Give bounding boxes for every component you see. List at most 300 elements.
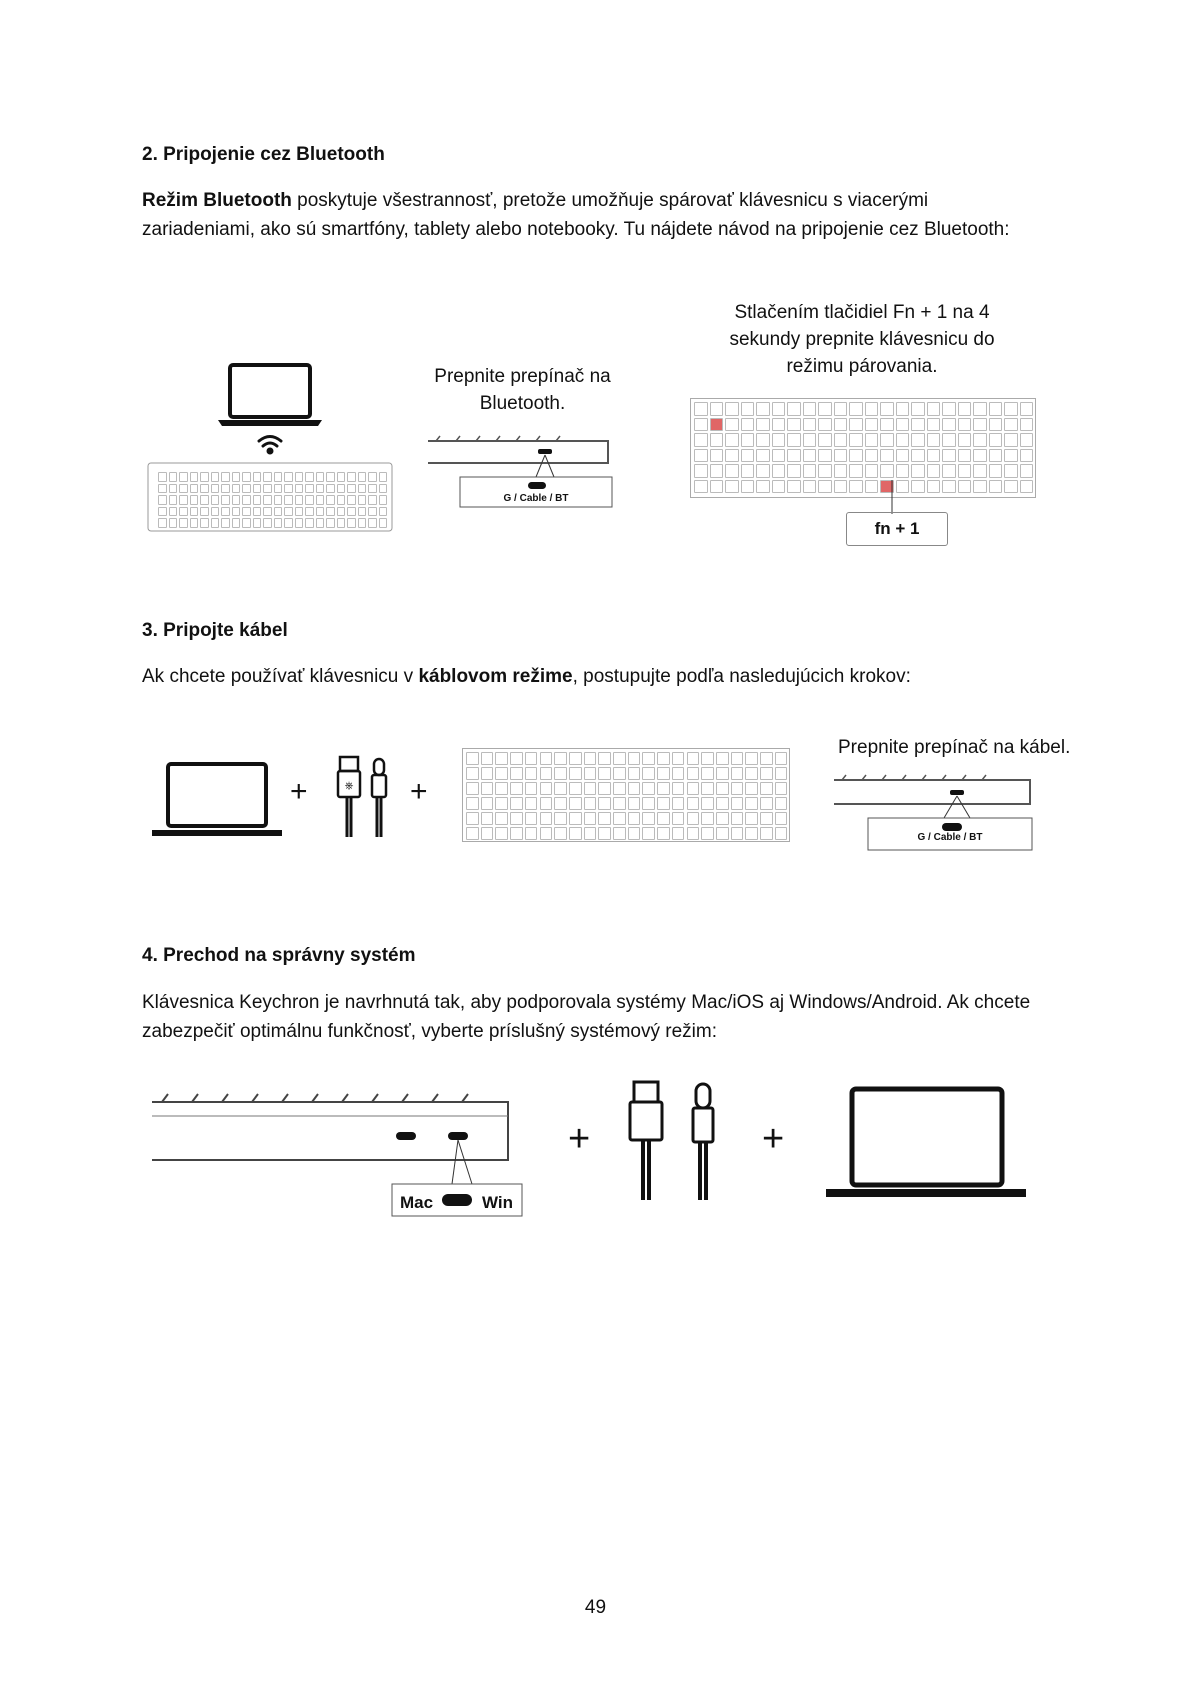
keyboard-key [242, 484, 251, 494]
keyboard-key [569, 782, 582, 795]
keyboard-key [710, 464, 724, 478]
fn-1-key-combo: fn + 1 [846, 512, 948, 546]
keyboard-key [710, 402, 724, 416]
keyboard-key [326, 518, 335, 528]
keyboard-key [613, 827, 626, 840]
keyboard-key [756, 464, 770, 478]
keyboard-key [1004, 418, 1018, 432]
keyboard-key [731, 752, 744, 765]
keyboard-key [672, 782, 685, 795]
keyboard-key [316, 507, 325, 517]
section-3-text-post: , postupujte podľa nasledujúcich krokov: [572, 666, 911, 687]
keyboard-key [295, 484, 304, 494]
keyboard-key [642, 812, 655, 825]
keyboard-key [525, 812, 538, 825]
keyboard-key [158, 495, 167, 505]
keyboard-key [569, 767, 582, 780]
page-number: 49 [584, 1597, 607, 1618]
keyboard-key [818, 449, 832, 463]
keyboard-key [379, 507, 388, 517]
keyboard-key [598, 752, 611, 765]
keyboard-key [598, 767, 611, 780]
keyboard-key [232, 507, 241, 517]
keyboard-key [745, 812, 758, 825]
keyboard-key [849, 449, 863, 463]
keyboard-key [642, 782, 655, 795]
keyboard-key [818, 402, 832, 416]
keyboard-key [221, 472, 230, 482]
keyboard-key [694, 418, 708, 432]
keyboard-key [466, 767, 479, 780]
keyboard-key [232, 472, 241, 482]
keyboard-key [657, 767, 670, 780]
keyboard-key [379, 484, 388, 494]
keyboard-key [628, 812, 641, 825]
keyboard-key [701, 767, 714, 780]
keyboard-key [368, 495, 377, 505]
keyboard-key [200, 518, 209, 528]
keyboard-key [911, 449, 925, 463]
keyboard-key [358, 484, 367, 494]
keyboard-key [347, 507, 356, 517]
keyboard-key [284, 484, 293, 494]
keyboard-key [190, 484, 199, 494]
keyboard-key [1020, 449, 1034, 463]
keyboard-key [326, 507, 335, 517]
keyboard-key [1020, 433, 1034, 447]
keyboard-key [368, 484, 377, 494]
plus-sign-4: + [762, 1118, 785, 1160]
keyboard-key [200, 472, 209, 482]
usb-cables-icon [338, 755, 398, 840]
keyboard-key [701, 782, 714, 795]
keyboard-key [232, 518, 241, 528]
keyboard-key [584, 767, 597, 780]
keyboard-key [305, 507, 314, 517]
keyboard-key [958, 418, 972, 432]
keyboard-key [694, 464, 708, 478]
keyboard-key [927, 433, 941, 447]
bluetooth-switch-label: G / Cable / BT [503, 493, 569, 504]
keyboard-key [495, 782, 508, 795]
keyboard-key [896, 464, 910, 478]
keyboard-side-illustration [152, 1092, 522, 1222]
keyboard-key [158, 518, 167, 528]
keyboard-key [584, 812, 597, 825]
keyboard-key [554, 767, 567, 780]
keyboard-key [510, 797, 523, 810]
keyboard-key [731, 827, 744, 840]
keyboard-key [772, 449, 786, 463]
keyboard-key [756, 433, 770, 447]
keyboard-key [772, 464, 786, 478]
keyboard-key [584, 827, 597, 840]
keyboard-key [628, 782, 641, 795]
section-3-heading: 3. Pripojte kábel [142, 620, 288, 641]
keyboard-key [221, 495, 230, 505]
keyboard-key [865, 402, 879, 416]
keyboard-key [584, 782, 597, 795]
keyboard-key [253, 518, 262, 528]
keyboard-key [701, 752, 714, 765]
keyboard-key [973, 433, 987, 447]
keyboard-key [745, 797, 758, 810]
keyboard-key [495, 797, 508, 810]
keyboard-key [263, 472, 272, 482]
keyboard-key [687, 752, 700, 765]
keyboard-key [347, 495, 356, 505]
keyboard-key [818, 433, 832, 447]
keyboard-key [525, 827, 538, 840]
keyboard-key [337, 507, 346, 517]
section-4-heading: 4. Prechod na správny systém [142, 945, 416, 966]
plus-sign-3: + [568, 1118, 591, 1160]
keyboard-key [760, 782, 773, 795]
keyboard-key [725, 402, 739, 416]
keyboard-key [701, 812, 714, 825]
keyboard-key [787, 480, 801, 494]
keyboard-key [190, 518, 199, 528]
keyboard-key [865, 433, 879, 447]
keyboard-key [379, 495, 388, 505]
keyboard-key [169, 507, 178, 517]
keyboard-key [775, 827, 788, 840]
keyboard-key [710, 418, 724, 432]
keyboard-key [834, 402, 848, 416]
keyboard-key [756, 402, 770, 416]
keyboard-key [787, 418, 801, 432]
keyboard-key [211, 518, 220, 528]
keyboard-key [849, 402, 863, 416]
keyboard-key [584, 752, 597, 765]
keyboard-key [725, 480, 739, 494]
keyboard-key [200, 495, 209, 505]
keyboard-key [687, 797, 700, 810]
keyboard-key [274, 472, 283, 482]
keyboard-key [958, 402, 972, 416]
keyboard-key [211, 507, 220, 517]
keyboard-key [179, 472, 188, 482]
keyboard-key [358, 495, 367, 505]
keyboard-key [710, 449, 724, 463]
keyboard-key [989, 480, 1003, 494]
keyboard-key [1020, 418, 1034, 432]
keyboard-key [849, 464, 863, 478]
keyboard-key [347, 472, 356, 482]
keyboard-key [1020, 480, 1034, 494]
keyboard-key [896, 418, 910, 432]
keyboard-key [731, 797, 744, 810]
keyboard-key [834, 418, 848, 432]
keyboard-key [989, 402, 1003, 416]
keyboard-key [657, 797, 670, 810]
keyboard-key [927, 480, 941, 494]
keyboard-key [179, 518, 188, 528]
keyboard-key [880, 418, 894, 432]
keyboard-key [295, 495, 304, 505]
keyboard-key [190, 495, 199, 505]
keyboard-key [642, 827, 655, 840]
keyboard-key [973, 449, 987, 463]
keyboard-key [694, 449, 708, 463]
plus-sign: + [290, 775, 308, 808]
keyboard-key [510, 812, 523, 825]
usb-cables-icon-2 [630, 1080, 720, 1205]
keyboard-key [694, 433, 708, 447]
keyboard-key [466, 782, 479, 795]
keyboard-key [613, 752, 626, 765]
keyboard-key [672, 767, 685, 780]
keyboard-key [672, 752, 685, 765]
keyboard-key [481, 752, 494, 765]
keyboard-key [379, 518, 388, 528]
keyboard-key [687, 767, 700, 780]
keyboard-key [745, 767, 758, 780]
keyboard-key [772, 433, 786, 447]
keyboard-key [701, 797, 714, 810]
keyboard-key [725, 464, 739, 478]
keyboard-key [158, 507, 167, 517]
keyboard-key [158, 472, 167, 482]
keyboard-key [731, 767, 744, 780]
keyboard-key [834, 480, 848, 494]
keyboard-key [927, 449, 941, 463]
keyboard-key [510, 752, 523, 765]
keyboard-key [775, 812, 788, 825]
key-pointer-lines [880, 480, 910, 510]
keyboard-key [687, 827, 700, 840]
keyboard-key [253, 495, 262, 505]
keyboard-key [657, 782, 670, 795]
keyboard-key [316, 472, 325, 482]
keyboard-key [958, 449, 972, 463]
keyboard-key [179, 507, 188, 517]
keyboard-key [716, 797, 729, 810]
keyboard-key [510, 827, 523, 840]
keyboard-key [942, 449, 956, 463]
keyboard-key [803, 464, 817, 478]
keyboard-key [896, 402, 910, 416]
keyboard-key [274, 484, 283, 494]
keyboard-key [1004, 480, 1018, 494]
keyboard-key [510, 782, 523, 795]
keyboard-key [701, 827, 714, 840]
keyboard-key [179, 495, 188, 505]
keyboard-key [169, 484, 178, 494]
keyboard-key [911, 480, 925, 494]
keyboard-key [495, 767, 508, 780]
keyboard-key [880, 402, 894, 416]
keyboard-key [211, 484, 220, 494]
keyboard-key [911, 418, 925, 432]
keyboard-key [569, 812, 582, 825]
keyboard-key [347, 484, 356, 494]
keyboard-key [510, 767, 523, 780]
keyboard-key [694, 480, 708, 494]
keyboard-key [687, 812, 700, 825]
keyboard-key [613, 782, 626, 795]
keyboard-key [540, 767, 553, 780]
keyboard-key [787, 433, 801, 447]
keyboard-key [927, 464, 941, 478]
keyboard-key [775, 782, 788, 795]
win-label: Win [482, 1193, 514, 1212]
keyboard-key [284, 495, 293, 505]
keyboard-key [657, 827, 670, 840]
keyboard-key [569, 752, 582, 765]
keyboard-key [896, 433, 910, 447]
keyboard-key [672, 812, 685, 825]
keyboard-key [481, 827, 494, 840]
keyboard-key [169, 518, 178, 528]
keyboard-key [525, 782, 538, 795]
keyboard-key [958, 480, 972, 494]
keyboard-key [942, 402, 956, 416]
keyboard-key [358, 472, 367, 482]
keyboard-key [337, 472, 346, 482]
keyboard-key [263, 495, 272, 505]
keyboard-key [725, 433, 739, 447]
keyboard-key [834, 449, 848, 463]
keyboard-key [211, 495, 220, 505]
keyboard-key [973, 418, 987, 432]
keyboard-key [865, 464, 879, 478]
keyboard-key [741, 449, 755, 463]
keyboard-key [368, 472, 377, 482]
keyboard-key [1020, 402, 1034, 416]
keyboard-key [745, 827, 758, 840]
keyboard-key [316, 518, 325, 528]
wifi-icon [259, 437, 281, 454]
keyboard-key [584, 797, 597, 810]
keyboard-key [989, 449, 1003, 463]
keyboard-key [263, 507, 272, 517]
keyboard-key [337, 518, 346, 528]
keyboard-key [253, 507, 262, 517]
keyboard-key [927, 418, 941, 432]
keyboard-key [232, 484, 241, 494]
keyboard-key [540, 782, 553, 795]
keyboard-key [787, 449, 801, 463]
keyboard-key [347, 518, 356, 528]
keyboard-key [760, 767, 773, 780]
keyboard-key [305, 518, 314, 528]
keyboard-key [818, 418, 832, 432]
section-2-intro-bold: Režim Bluetooth [142, 190, 292, 211]
keyboard-key [803, 402, 817, 416]
keyboard-illustration [462, 748, 790, 842]
keyboard-key [337, 495, 346, 505]
cable-switch-label: G / Cable / BT [917, 832, 983, 843]
keyboard-key [849, 480, 863, 494]
keyboard-key [613, 812, 626, 825]
keyboard-key [495, 752, 508, 765]
keyboard-key [158, 484, 167, 494]
keyboard-key [818, 464, 832, 478]
svg-text:⎈: ⎈ [344, 779, 354, 792]
bluetooth-switch-caption: Prepnite prepínač na Bluetooth. [434, 366, 611, 414]
keyboard-key [295, 472, 304, 482]
keyboard-key [760, 812, 773, 825]
keyboard-key [741, 464, 755, 478]
keyboard-key [1004, 464, 1018, 478]
keyboard-key [466, 812, 479, 825]
keyboard-key [554, 812, 567, 825]
keyboard-key [540, 752, 553, 765]
keyboard-key [232, 495, 241, 505]
keyboard-key [642, 797, 655, 810]
keyboard-key [598, 782, 611, 795]
laptop-icon [152, 758, 292, 838]
keyboard-key [760, 827, 773, 840]
keyboard-key [169, 495, 178, 505]
section-4-text: Klávesnica Keychron je navrhnutá tak, aby podporovala systémy Mac/iOS aj Windows/Android. Ak chcete zabezpečiť optimálnu funkčnosť, vyberte príslušný systémový režim: [142, 992, 1031, 1042]
keyboard-key [880, 433, 894, 447]
plus-sign-2: + [410, 775, 428, 808]
keyboard-key [865, 480, 879, 494]
section-3-text [142, 662, 1042, 691]
keyboard-key [818, 480, 832, 494]
keyboard-key [756, 449, 770, 463]
keyboard-key [973, 480, 987, 494]
keyboard-key [598, 797, 611, 810]
keyboard-key [1020, 464, 1034, 478]
keyboard-key [716, 812, 729, 825]
keyboard-key [911, 402, 925, 416]
keyboard-key [284, 507, 293, 517]
keyboard-key [305, 472, 314, 482]
keyboard-key [368, 507, 377, 517]
keyboard-key [613, 797, 626, 810]
keyboard-key [295, 507, 304, 517]
keyboard-key [295, 518, 304, 528]
keyboard-key [326, 495, 335, 505]
keyboard-key [942, 464, 956, 478]
keyboard-key [263, 484, 272, 494]
keyboard-key [880, 449, 894, 463]
keyboard-key [200, 507, 209, 517]
keyboard-key [554, 797, 567, 810]
section-3-text-bold: káblovom režime [418, 666, 573, 687]
keyboard-key [466, 797, 479, 810]
keyboard-key [958, 464, 972, 478]
keyboard-key [628, 752, 641, 765]
keyboard-key [657, 812, 670, 825]
keyboard-key [745, 752, 758, 765]
keyboard-key [1004, 433, 1018, 447]
section-2-heading: 2. Pripojenie cez Bluetooth [142, 144, 385, 165]
keyboard-key [242, 472, 251, 482]
keyboard-key [1004, 449, 1018, 463]
keyboard-key [772, 402, 786, 416]
keyboard-key [710, 433, 724, 447]
keyboard-key [803, 480, 817, 494]
keyboard-key [741, 480, 755, 494]
keyboard-key [716, 767, 729, 780]
keyboard-key [466, 827, 479, 840]
keyboard-key [221, 518, 230, 528]
keyboard-key [911, 433, 925, 447]
keyboard-key [716, 827, 729, 840]
keyboard-key [481, 797, 494, 810]
keyboard-key [716, 782, 729, 795]
keyboard-key [481, 767, 494, 780]
keyboard-key [481, 782, 494, 795]
keyboard-key [1004, 402, 1018, 416]
keyboard-key [190, 507, 199, 517]
laptop-icon [218, 365, 322, 426]
keyboard-key [284, 472, 293, 482]
